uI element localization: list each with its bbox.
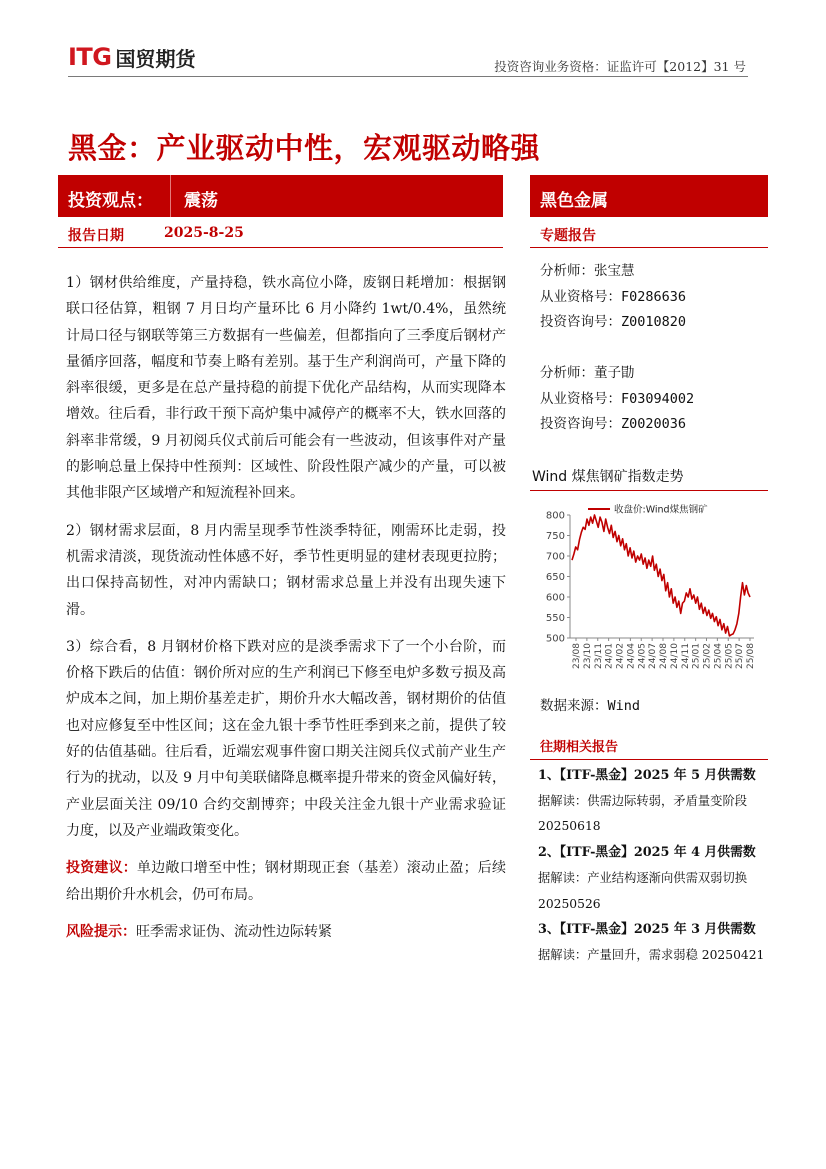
analyst-name: 分析师：董子勖 <box>540 365 635 381</box>
suggestion-text: 单边敞口增至中性；钢材期现正套（基差）滚动止盈；后续给出期价升水机会，仍可布局。 <box>66 860 506 903</box>
x-tick-label: 23/11 <box>593 643 604 669</box>
header-divider <box>68 76 748 77</box>
investment-view-value: 震荡 <box>184 191 218 211</box>
investment-view-label: 投资观点： <box>68 191 153 211</box>
risk-text: 旺季需求证伪、流动性边际转紧 <box>136 923 332 940</box>
investment-suggestion <box>66 855 506 908</box>
past-report-item[interactable] <box>538 840 766 917</box>
x-tick-label: 24/02 <box>615 643 626 669</box>
past-reports-title: 往期相关报告 <box>540 740 619 755</box>
y-tick-label: 550 <box>545 613 565 624</box>
chart-title: Wind 煤焦钢矿指数走势 <box>532 469 684 485</box>
report-date-label: 报告日期 <box>68 228 124 244</box>
suggestion-label: 投资建议： <box>66 860 137 877</box>
analyst-block-2 <box>540 361 694 438</box>
chart-divider <box>530 490 768 491</box>
y-tick-label: 700 <box>545 551 565 563</box>
x-tick-label: 24/10 <box>669 643 680 669</box>
x-tick-label: 25/02 <box>702 643 713 669</box>
category-label: 黑色金属 <box>540 191 608 211</box>
past-report-desc: 据解读：产量回升，需求弱稳 20250421 <box>538 947 765 962</box>
past-report-item[interactable] <box>538 763 766 840</box>
analyst-qualification: 从业资格号：F0286636 <box>540 288 687 305</box>
analyst-consult-number: 投资咨询号：Z0020036 <box>540 416 687 432</box>
report-date-row <box>58 221 503 248</box>
report-date-value: 2025-8-25 <box>164 225 244 241</box>
x-tick-label: 25/07 <box>735 643 746 669</box>
license-text: 投资咨询业务资格：证监许可【2012】31 号 <box>494 59 746 74</box>
y-tick-label: 750 <box>545 531 565 542</box>
risk-label: 风险提示： <box>66 923 136 940</box>
legend-label: 收盘价:Wind煤焦钢矿 <box>614 504 708 516</box>
x-tick-label: 24/11 <box>680 643 691 669</box>
x-tick-label: 24/07 <box>648 643 659 669</box>
risk-warning <box>66 919 506 945</box>
past-reports-divider <box>530 759 768 760</box>
y-tick-label: 600 <box>545 592 565 604</box>
past-report-title: 1、【ITF-黑金】2025 年 5 月供需数 <box>538 768 756 783</box>
past-report-title: 3、【ITF-黑金】2025 年 3 月供需数 <box>538 922 756 938</box>
analyst-name: 分析师：张宝慧 <box>540 263 635 279</box>
x-tick-label: 24/08 <box>659 643 669 669</box>
data-source: 数据来源：Wind <box>540 698 641 714</box>
x-tick-label: 24/05 <box>637 643 648 669</box>
analyst-consult-number: 投资咨询号：Z0010820 <box>540 314 687 330</box>
series-line <box>572 515 750 636</box>
company-logo <box>68 44 196 70</box>
report-title: 黑金：产业驱动中性，宏观驱动略强 <box>68 131 541 165</box>
main-content <box>66 270 506 956</box>
x-tick-label: 24/04 <box>626 643 637 669</box>
past-report-desc: 据解读：供需边际转弱，矛盾量变阶段 20250618 <box>538 793 748 834</box>
y-tick-label: 650 <box>545 572 565 583</box>
x-tick-label: 25/05 <box>724 643 735 669</box>
logo-company-name: 国贸期货 <box>115 46 196 71</box>
analyst-qualification: 从业资格号：F03094002 <box>540 390 695 407</box>
investment-view-bar <box>58 175 503 217</box>
body-paragraph-2: 2）钢材需求层面，8 月内需呈现季节性淡季特征，刚需环比走弱，投机需求清淡，现货流动性体感不好，季节性更明显的建材表现更拉胯；出口保持高韧性，对冲内需缺口；钢材需求总量上并没有出现失速下滑。 <box>66 522 506 618</box>
past-report-item[interactable] <box>538 917 766 968</box>
x-tick-label: 23/10 <box>582 643 593 669</box>
index-line-chart <box>530 495 766 685</box>
x-tick-label: 25/01 <box>691 643 702 669</box>
body-paragraph-1: 1）钢材供给维度，产量持稳，铁水高位小降，废钢日耗增加：根据钢联口径估算，粗钢 7 月日均产量环比 6 月小降约 1wt/0.4%，虽然统计局口径与钢联等第三方数据有一些偏差，但都指向了三季度后钢材产量循序回落，幅度和节奏上略有差别。基于生产利润尚可，产量下降的斜率很缓，更多是在总产量持稳的前提下优化产品结构，从而实现降本增效。往后看，非行政干预下高炉集中减停产的概率不大，铁水回落的斜率非常缓，9 月初阅兵仪式前后可能会有一些波动，但该事件对产量的影响总量上保持中性预判：区域性、阶段性限产减少的产量，可以被其他非限产区域增产和短流程补回来。 <box>66 275 506 502</box>
bar-divider <box>170 175 171 217</box>
report-type-row <box>530 221 768 248</box>
category-bar <box>530 175 768 217</box>
x-tick-label: 23/08 <box>572 643 582 669</box>
analyst-block-1 <box>540 259 686 336</box>
past-report-desc: 据解读：产业结构逐渐向供需双弱切换 20250526 <box>538 870 748 911</box>
y-tick-label: 500 <box>545 633 565 645</box>
body-paragraph-3: 3）综合看，8 月钢材价格下跌对应的是淡季需求下了一个小台阶，而价格下跌后的估值：钢价所对应的生产利润已下修至电炉多数亏损及高炉成本之间，加上期价基差走扩，期价升水大幅改善，钢材期价的估值也对应修复至中性区间；这在金九银十季节性旺季到来之前，提供了较好的估值基础。往后看，近端宏观事件窗口期关注阅兵仪式前产业生产行为的扰动，以及 9 月中旬美联储降息概率提升带来的资金风偏好转，产业层面关注 09/10 合约交割博弈；中段关注金九银十产业需求验证力度，以及产业端政策变化。 <box>66 638 506 839</box>
report-type-label: 专题报告 <box>540 228 596 244</box>
past-report-title: 2、【ITF-黑金】2025 年 4 月供需数 <box>538 845 756 861</box>
past-reports-list <box>538 763 766 969</box>
x-tick-label: 25/04 <box>713 643 724 669</box>
x-tick-label: 25/08 <box>746 643 756 669</box>
logo-itg-text: ITG <box>68 43 112 71</box>
y-tick-label: 800 <box>545 510 565 522</box>
x-tick-label: 24/01 <box>604 643 615 669</box>
